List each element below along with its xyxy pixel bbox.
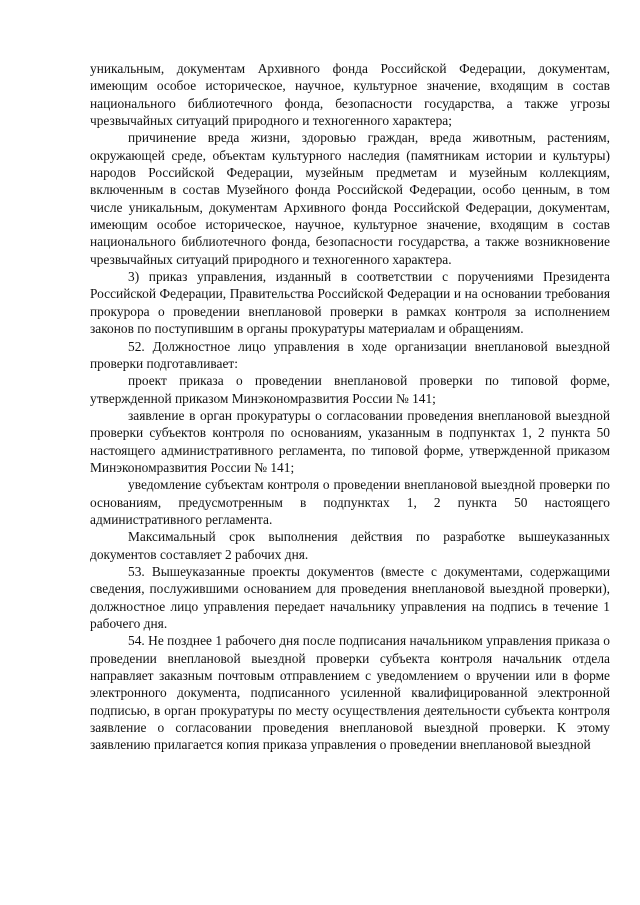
paragraph-4: 52. Должностное лицо управления в ходе организации внеплановой выездной проверки подготавливает: <box>90 338 610 371</box>
paragraph-10: 54. Не позднее 1 рабочего дня после подписания начальником управления приказа о проведении внеплановой выездной проверки субъекта контроля начальник отдела направляет заказным почтовым отправлением с уведомлением о вручении или в форме электронного документа, подписанного усиленной квалифицированной электронной подписью, в орган прокуратуры по месту осуществления деятельности субъекта контроля заявление о согласовании проведения внеплановой выездной проверки. К этому заявлению прилагается копия приказа управления о проведении внеплановой выездной <box>90 633 610 753</box>
paragraph-6: заявление в орган прокуратуры о согласовании проведения внеплановой выездной проверки субъектов контроля по основаниям, указанным в подпунктах 1, 2 пункта 50 настоящего административного регламента, по типовой форме, утвержденной приказом Минэкономразвития России № 141; <box>90 407 610 475</box>
paragraph-1: уникальным, документам Архивного фонда Российской Федерации, документам, имеющим особое историческое, научное, культурное значение, входящим в состав национального библиотечного фонда, безопасности государства, а также угрозы чрезвычайных ситуаций природного и техногенного характера; <box>90 61 610 129</box>
document-page <box>90 60 610 754</box>
paragraph-2: причинение вреда жизни, здоровью граждан, вреда животным, растениям, окружающей среде, объектам культурного наследия (памятникам истории и культуры) народов Российской Федерации, музейным предметам и музейным коллекциям, включенным в состав Музейного фонда Российской Федерации, особо ценным, в том числе уникальным, документам Архивного фонда Российской Федерации, документам, имеющим особое историческое, научное, культурное значение, входящим в состав национального библиотечного фонда, безопасности государства, а также возникновение чрезвычайных ситуаций природного и техногенного характера. <box>90 130 610 267</box>
paragraph-7: уведомление субъектам контроля о проведении внеплановой выездной проверки по основаниям, предусмотренным в подпунктах 1, 2 пункта 50 настоящего административного регламента. <box>90 477 610 527</box>
paragraph-5: проект приказа о проведении внеплановой проверки по типовой форме, утвержденной приказом Минэкономразвития России № 141; <box>90 373 610 406</box>
paragraph-8: Максимальный срок выполнения действия по разработке вышеуказанных документов составляет 2 рабочих дня. <box>90 529 610 562</box>
paragraph-3: 3) приказ управления, изданный в соответствии с поручениями Президента Российской Федерации, Правительства Российской Федерации и на основании требования прокурора о проведении внеплановой проверки в рамках контроля за исполнением законов по поступившим в органы прокуратуры материалам и обращениям. <box>90 269 610 337</box>
paragraph-9: 53. Вышеуказанные проекты документов (вместе с документами, содержащими сведения, послужившими основанием для проведения внеплановой выездной проверки), должностное лицо управления передает начальнику управления на подпись в течение 1 рабочего дня. <box>90 563 610 631</box>
